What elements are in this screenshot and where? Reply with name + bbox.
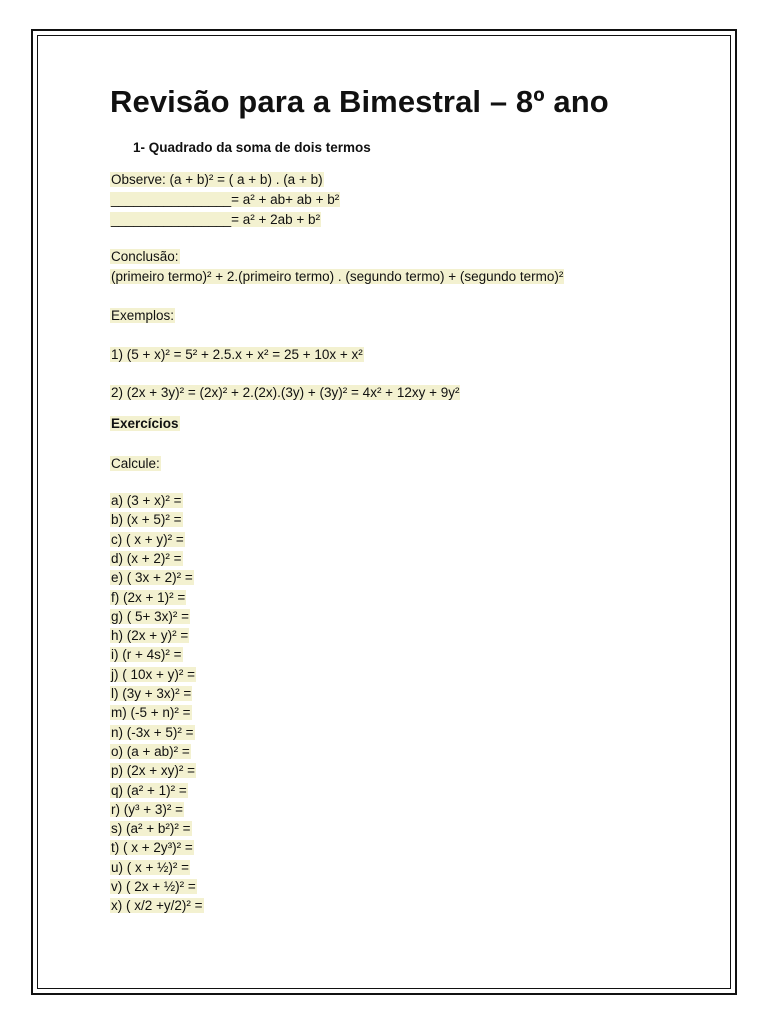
exercise-text: s) (a² + b²)² =	[111, 821, 191, 837]
exercise-item	[110, 608, 190, 625]
exercise-text: e) ( 3x + 2)² =	[111, 570, 193, 586]
conclusion-label	[110, 248, 180, 265]
observe-line	[110, 211, 321, 228]
exercise-text: g) ( 5+ 3x)² =	[111, 608, 190, 624]
exercise-text: i) (r + 4s)² =	[111, 647, 182, 663]
conclusion-text	[110, 268, 564, 285]
exercise-item	[110, 820, 192, 837]
exercise-item	[110, 724, 195, 741]
page-title: Revisão para a Bimestral – 8º ano	[110, 84, 609, 119]
exercise-text: d) (x + 2)² =	[111, 550, 182, 566]
exercise-text: r) (y³ + 3)² =	[111, 801, 184, 817]
exercise-text: a) (3 + x)² =	[111, 493, 182, 508]
observe-line	[110, 191, 340, 208]
exercise-item	[110, 531, 185, 548]
exercise-item	[110, 666, 196, 683]
section-heading: 1- Quadrado da soma de dois termos	[133, 140, 371, 155]
exercise-item	[110, 801, 184, 818]
example-item	[110, 346, 364, 363]
exercise-text: t) ( x + 2y³)² =	[111, 840, 193, 856]
exercise-text: o) (a + ab)² =	[111, 743, 190, 759]
observe-line	[110, 171, 324, 188]
exercise-item	[110, 511, 183, 528]
exercise-item	[110, 704, 192, 721]
exercise-item	[110, 685, 192, 702]
exercise-text: h) (2x + y)² =	[111, 628, 189, 644]
exercise-item	[110, 569, 194, 586]
exercise-item	[110, 859, 190, 876]
exercise-item	[110, 743, 191, 760]
exercise-item	[110, 589, 186, 606]
exercise-text: j) ( 10x + y)² =	[111, 666, 196, 682]
exercise-text: x) ( x/2 +y/2)² =	[111, 898, 203, 914]
exercise-text: n) (-3x + 5)² =	[111, 724, 194, 740]
exercise-item	[110, 550, 183, 567]
exercise-text: q) (a² + 1)² =	[111, 782, 187, 798]
examples-label	[110, 307, 175, 324]
exercise-item	[110, 762, 196, 779]
exercise-item	[110, 878, 197, 895]
exercises-label-text: Exercícios	[111, 416, 179, 431]
exercise-item	[110, 627, 189, 644]
example-text: 1) (5 + x)² = 5² + 2.5.x + x² = 25 + 10x + x²	[111, 347, 363, 362]
calcule-label-text: Calcule:	[111, 456, 160, 471]
exercise-item	[110, 646, 183, 663]
conclusion-text-value: (primeiro termo)² + 2.(primeiro termo) . (segundo termo) + (segundo termo)²	[111, 269, 564, 284]
exercise-text: b) (x + 5)² =	[111, 512, 182, 528]
exercise-item	[110, 839, 194, 856]
exercise-text: u) ( x + ½)² =	[111, 859, 190, 875]
observe-line-text: Observe: (a + b)² = ( a + b) . (a + b)	[111, 172, 323, 187]
exercises-label	[110, 415, 180, 432]
exercise-text: p) (2x + xy)² =	[111, 763, 196, 779]
exercise-item	[110, 782, 188, 799]
examples-label-text: Exemplos:	[111, 308, 175, 323]
calcule-label	[110, 455, 161, 472]
observe-line-text: ________________= a² + 2ab + b²	[111, 212, 321, 227]
example-text: 2) (2x + 3y)² = (2x)² + 2.(2x).(3y) + (3y)² = 4x² + 12xy + 9y²	[111, 385, 460, 400]
exercise-text: v) ( 2x + ½)² =	[111, 879, 196, 894]
exercise-item	[110, 897, 204, 914]
observe-line-text: ________________= a² + ab+ ab + b²	[111, 192, 340, 207]
exercise-text: m) (-5 + n)² =	[111, 705, 191, 721]
conclusion-label-text: Conclusão:	[111, 249, 179, 264]
exercise-text: c) ( x + y)² =	[111, 531, 184, 547]
example-item	[110, 384, 460, 401]
exercise-text: l) (3y + 3x)² =	[111, 686, 192, 701]
exercise-text: f) (2x + 1)² =	[111, 589, 186, 605]
exercise-item	[110, 492, 183, 509]
